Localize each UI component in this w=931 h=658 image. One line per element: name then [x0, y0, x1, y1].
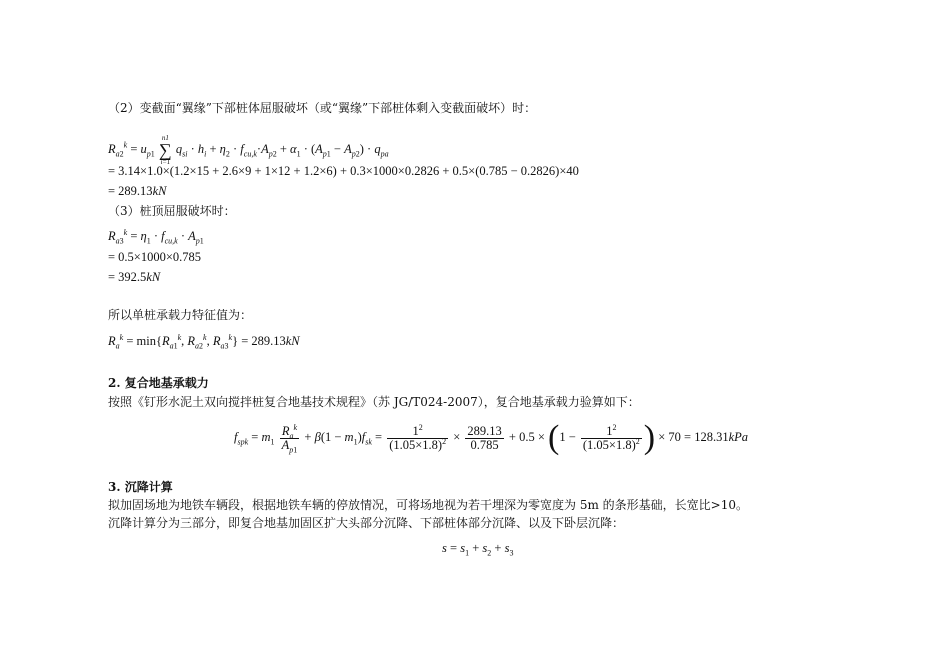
fraction-m1-inner: $\frac{1^2}{(1.05\times 1.8)^2}$ [582, 422, 640, 452]
formula-ra3: $R_{a3}^k = \eta_1 \cdot f_{cu,k} \cdot A_{p1}$ [108, 227, 204, 246]
formula-ra2-result [108, 184, 166, 198]
fraction-ra-den: 0.785 [465, 438, 503, 452]
section-3-title: （3）桩顶屈服破坏时： [108, 204, 236, 218]
fraction-ra-value [465, 425, 503, 452]
right-paren-icon: ) [643, 419, 656, 457]
summation-icon: n1 ∑ i=1 [158, 134, 172, 166]
heading-settlement: 3. 沉降计算 [108, 480, 173, 494]
formula-settlement: $s = s_1 + s_2 + s_3$ [442, 541, 514, 558]
paragraph-composite-bearing: 按照《钉形水泥土双向搅拌桩复合地基技术规程》（苏 JG/T024-2007），复合地基承载力验算如下： [108, 395, 640, 409]
formula-ra3-result [108, 270, 160, 284]
paragraph-settlement-b: 沉降计算分为三部分，即复合地基加固区扩大头部分沉降、下部桩体部分沉降、以及下卧层沉降： [108, 516, 625, 530]
result-unit: kN [146, 270, 161, 284]
fraction-ra-num: 289.13 [467, 423, 502, 438]
formula-fspk: $f_{spk} = m_1$ $\frac{R_a^k}{A_{p1}}$ + $\beta(1 - m_1)f_{sk}$ = $\frac{1^2}{(1.05\times 1.8)^2}$ × $\frac{289.13}{0.785}$ + 0.5 × (1 − $\frac{1^2}{(1.05\times 1.8)^2}$ ) × 70 = 128.31kPa [234, 419, 749, 457]
fraction-ra-ap1: $\frac{R_a^k}{A_{p1}}$ [281, 422, 298, 455]
formula-ra2: $R_{a2}^k = u_{p1}$ n1 ∑ i=1 $q_{si} \cdot h_i + \eta_2 \cdot f_{cu,k}\cdot A_{p2} + \alpha_1 \cdot (A_{p1} - A_{p2}) \cdot q_{pa}$ [108, 134, 389, 166]
formula-ra3-step1: = 0.5×1000×0.785 [108, 250, 202, 264]
fraction-m1: $\frac{1^2}{(1.05\times 1.8)^2}$ [389, 422, 447, 452]
paragraph-settlement-a: 拟加固场地为地铁车辆段，根据地铁车辆的停放情况，可将场地视为若干埋深为零宽度为 5m 的条形基础，长宽比>10。 [108, 498, 748, 512]
formula-ra-min: $R_a^k = \min\{R_{a1}^k$, $R_{a2}^k$, $R_{a3}^k\} = 289.13kN$ [108, 332, 300, 351]
conclusion-text: 所以单桩承载力特征值为： [108, 308, 253, 322]
fspk-unit: kPa [728, 430, 749, 444]
section-2-title: （2）变截面“翼缘”下部桩体屈服破坏（或“翼缘”下部桩体剩入变截面破坏）时： [108, 101, 537, 115]
result-value: = 392.5 [108, 270, 147, 284]
min-unit: kN [285, 334, 300, 348]
heading-composite-bearing: 2. 复合地基承载力 [108, 376, 209, 390]
plus-beta: + 0.5 × [508, 430, 545, 444]
fspk-tail: × 70 = 128.31 [658, 430, 729, 444]
result-unit: kN [152, 184, 167, 198]
min-result: = 289.13 [241, 334, 286, 348]
result-value: = 289.13 [108, 184, 153, 198]
left-paren-icon: ( [548, 419, 560, 457]
formula-ra2-step1: = 3.14×1.0×(1.2×15 + 2.6×9 + 1×12 + 1.2×6) + 0.3×1000×0.2826 + 0.5×(0.785 − 0.2826)×40 [108, 164, 579, 178]
